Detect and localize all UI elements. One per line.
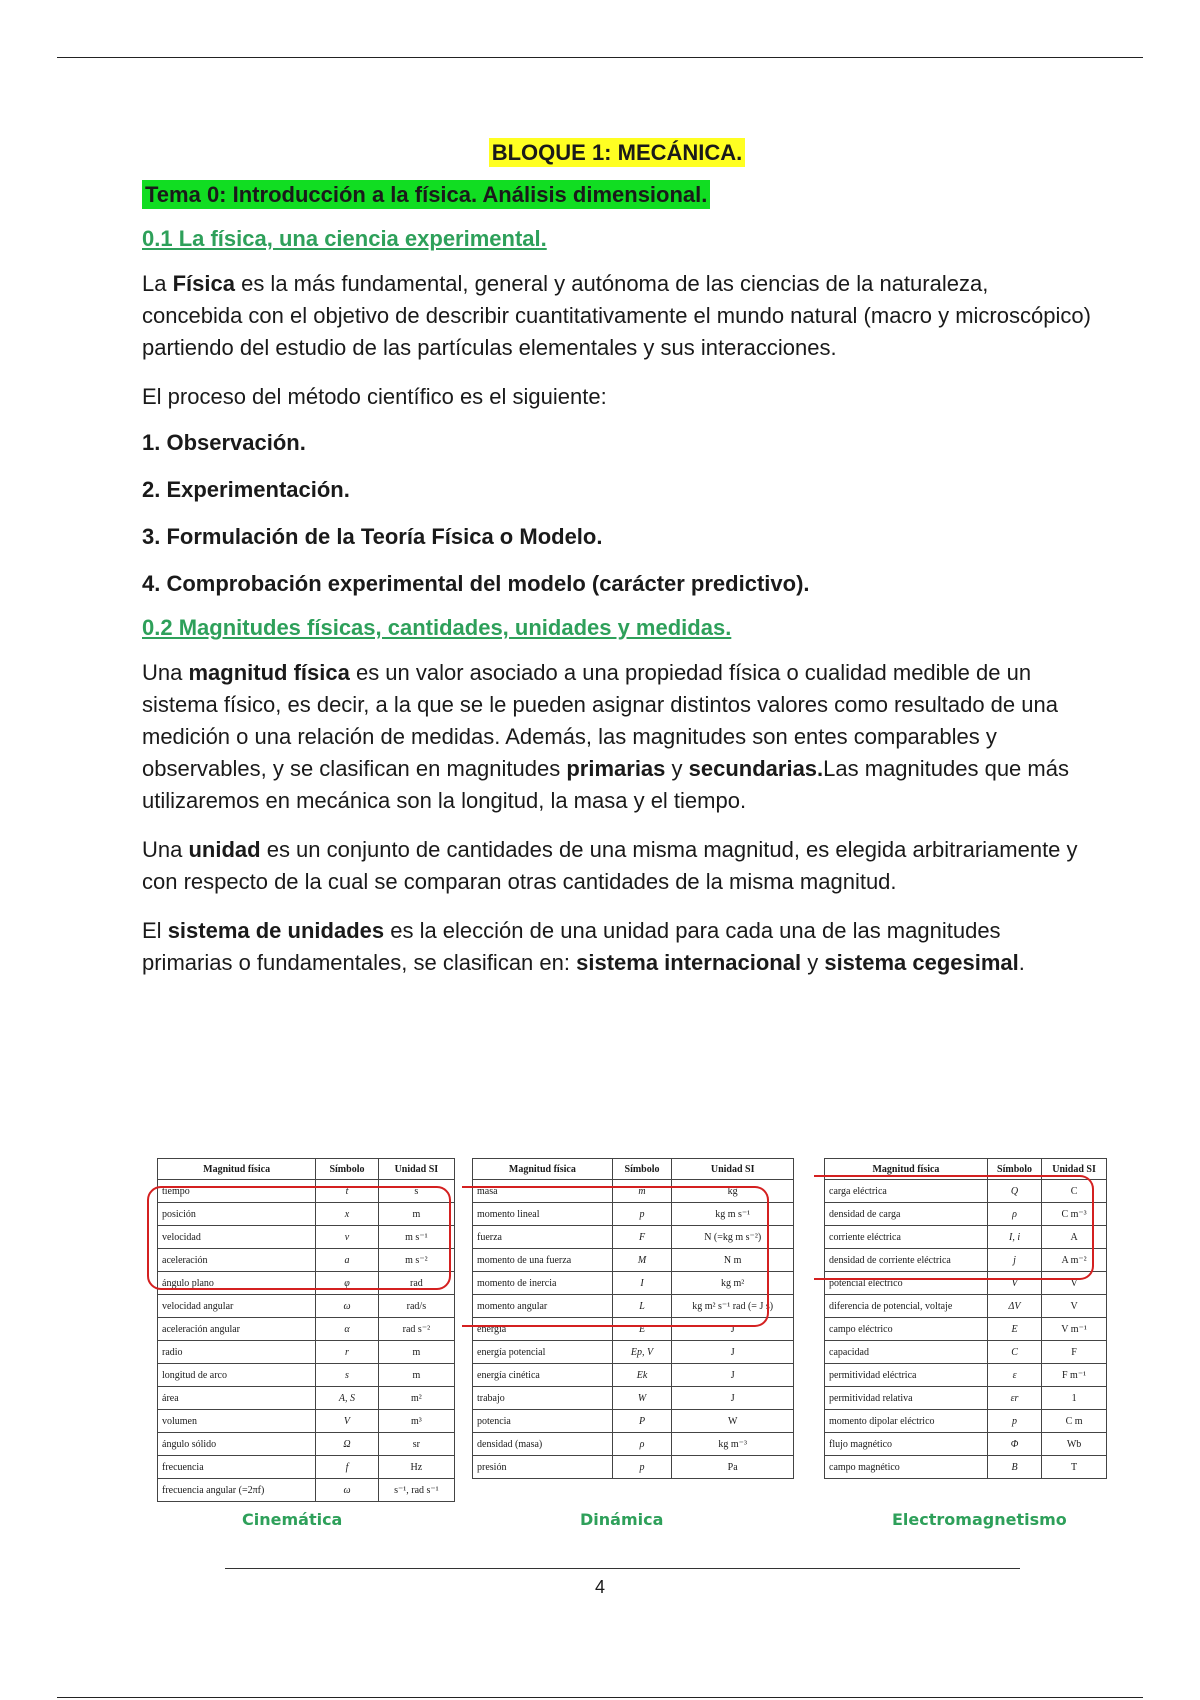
magnitude-cell: volumen (158, 1410, 316, 1433)
table-row (473, 1364, 794, 1387)
unit-cell: m s⁻² (378, 1249, 454, 1272)
magnitude-cell: corriente eléctrica (825, 1226, 988, 1249)
symbol-cell: s (316, 1364, 379, 1387)
tema-title: Tema 0: Introducción a la física. Análisis dimensional. (142, 182, 1092, 208)
symbol-cell: Q (987, 1180, 1041, 1203)
paragraph-unidad: Una unidad es un conjunto de cantidades de una misma magnitud, es elegida arbitrariamente y con respecto de la cual se comparan otras cantidades de la misma magnitud. (142, 837, 1078, 894)
symbol-cell: t (316, 1180, 379, 1203)
unit-cell: sr (378, 1433, 454, 1456)
magnitude-cell: momento dipolar eléctrico (825, 1410, 988, 1433)
symbol-cell: m (612, 1180, 672, 1203)
symbol-cell: W (612, 1387, 672, 1410)
column-header: Símbolo (316, 1159, 379, 1180)
symbol-cell: V (987, 1272, 1041, 1295)
table-row (473, 1387, 794, 1410)
column-header: Símbolo (612, 1159, 672, 1180)
magnitude-cell: capacidad (825, 1341, 988, 1364)
symbol-cell: j (987, 1249, 1041, 1272)
table-header-row (158, 1159, 455, 1180)
unit-cell: m² (378, 1387, 454, 1410)
magnitude-cell: presión (473, 1456, 613, 1479)
unit-cell: V (1042, 1272, 1107, 1295)
footer-rule (225, 1568, 1020, 1569)
unit-cell: Pa (672, 1456, 794, 1479)
unit-cell: A m⁻² (1042, 1249, 1107, 1272)
unit-cell: J (672, 1364, 794, 1387)
magnitude-cell: momento lineal (473, 1203, 613, 1226)
unit-cell: J (672, 1341, 794, 1364)
symbol-cell: α (316, 1318, 379, 1341)
magnitude-cell: trabajo (473, 1387, 613, 1410)
unit-cell: N m (672, 1249, 794, 1272)
unit-cell: W (672, 1410, 794, 1433)
magnitude-cell: densidad de corriente eléctrica (825, 1249, 988, 1272)
symbol-cell: ρ (612, 1433, 672, 1456)
unit-cell: C m (1042, 1410, 1107, 1433)
unit-cell: m (378, 1364, 454, 1387)
table-row (473, 1456, 794, 1479)
table-row (825, 1387, 1107, 1410)
caption-dinamica: Dinámica (580, 1510, 664, 1529)
column-header: Unidad SI (672, 1159, 794, 1180)
section-title-0-2: 0.2 Magnitudes físicas, cantidades, unidades y medidas. (142, 615, 732, 640)
highlight-box-electromagnetismo (814, 1175, 1094, 1280)
magnitude-cell: frecuencia angular (=2πf) (158, 1479, 316, 1502)
table-row (158, 1410, 455, 1433)
unit-cell: m s⁻¹ (378, 1226, 454, 1249)
page-number: 4 (594, 1577, 605, 1597)
unit-cell: kg m s⁻¹ (672, 1203, 794, 1226)
column-header: Unidad SI (1042, 1159, 1107, 1180)
unit-cell: kg m⁻³ (672, 1433, 794, 1456)
symbol-cell: L (612, 1295, 672, 1318)
symbol-cell: εr (987, 1387, 1041, 1410)
symbol-cell: Ek (612, 1364, 672, 1387)
bloque-title: BLOQUE 1: MECÁNICA. (142, 140, 1092, 166)
symbol-cell: p (987, 1410, 1041, 1433)
magnitude-cell: densidad de carga (825, 1203, 988, 1226)
table-row (158, 1364, 455, 1387)
unit-cell: F (1042, 1341, 1107, 1364)
paragraph-fisica: La Física es la más fundamental, general y autónoma de las ciencias de la naturaleza, concebida con el objetivo de describir cuantitativamente el mundo natural (macro y microscópico) partiendo del estudio de las partículas elementales y sus interacciones. (142, 271, 1091, 360)
page-content (142, 140, 1092, 996)
column-header: Magnitud física (473, 1159, 613, 1180)
bottom-rule (57, 1697, 1143, 1698)
table-header-row (473, 1159, 794, 1180)
symbol-cell: ω (316, 1295, 379, 1318)
section-title-0-1: 0.1 La física, una ciencia experimental. (142, 226, 547, 251)
symbol-cell: x (316, 1203, 379, 1226)
symbol-cell: ω (316, 1479, 379, 1502)
magnitude-cell: diferencia de potencial, voltaje (825, 1295, 988, 1318)
magnitude-cell: tiempo (158, 1180, 316, 1203)
symbol-cell: E (987, 1318, 1041, 1341)
unit-cell: T (1042, 1456, 1107, 1479)
symbol-cell: P (612, 1410, 672, 1433)
highlight-box-dinamica (462, 1186, 769, 1327)
magnitude-cell: campo magnético (825, 1456, 988, 1479)
unit-cell: s (378, 1180, 454, 1203)
magnitude-cell: momento angular (473, 1295, 613, 1318)
symbol-cell: ε (987, 1364, 1041, 1387)
magnitude-cell: posición (158, 1203, 316, 1226)
step-2: 2. Experimentación. (142, 477, 350, 502)
top-rule (57, 57, 1143, 58)
magnitude-cell: energía potencial (473, 1341, 613, 1364)
unit-cell: kg m² s⁻¹ rad (= J s) (672, 1295, 794, 1318)
step-3: 3. Formulación de la Teoría Física o Modelo. (142, 524, 603, 549)
magnitude-cell: densidad (masa) (473, 1433, 613, 1456)
unit-cell: 1 (1042, 1387, 1107, 1410)
magnitude-cell: flujo magnético (825, 1433, 988, 1456)
unit-cell: Wb (1042, 1433, 1107, 1456)
paragraph-magnitud: Una magnitud física es un valor asociado a una propiedad física o cualidad medible de un sistema físico, es decir, a la que se le pueden asignar distintos valores como resultado de una medición o una relación de medidas. Además, las magnitudes son entes comparables y observables, y se clasifican en magnitudes primarias y secundarias.Las magnitudes que más utilizaremos en mecánica son la longitud, la masa y el tiempo. (142, 660, 1069, 813)
table-row (158, 1456, 455, 1479)
unit-cell: V (1042, 1295, 1107, 1318)
caption-cinematica: Cinemática (242, 1510, 343, 1529)
unit-cell: F m⁻¹ (1042, 1364, 1107, 1387)
table-row (825, 1456, 1107, 1479)
symbol-cell: r (316, 1341, 379, 1364)
unit-cell: m³ (378, 1410, 454, 1433)
unit-cell: J (672, 1387, 794, 1410)
step-1: 1. Observación. (142, 430, 306, 455)
magnitude-cell: longitud de arco (158, 1364, 316, 1387)
magnitude-cell: velocidad angular (158, 1295, 316, 1318)
magnitude-cell: potencial eléctrico (825, 1272, 988, 1295)
symbol-cell: Ω (316, 1433, 379, 1456)
table-row (158, 1479, 455, 1502)
symbol-cell: p (612, 1456, 672, 1479)
highlight-box-cinematica (147, 1186, 451, 1290)
symbol-cell: M (612, 1249, 672, 1272)
column-header: Magnitud física (825, 1159, 988, 1180)
symbol-cell: a (316, 1249, 379, 1272)
table-row (825, 1318, 1107, 1341)
column-header: Unidad SI (378, 1159, 454, 1180)
paragraph-sistema: El sistema de unidades es la elección de una unidad para cada una de las magnitudes primarias o fundamentales, se clasifican en: sistema internacional y sistema cegesimal. (142, 918, 1025, 975)
unit-cell: rad s⁻² (378, 1318, 454, 1341)
symbol-cell: A, S (316, 1387, 379, 1410)
magnitude-cell: momento de inercia (473, 1272, 613, 1295)
units-tables (142, 1158, 1107, 1538)
unit-cell: V m⁻¹ (1042, 1318, 1107, 1341)
table-row (158, 1433, 455, 1456)
symbol-cell: F (612, 1226, 672, 1249)
unit-cell: s⁻¹, rad s⁻¹ (378, 1479, 454, 1502)
symbol-cell: Ep, V (612, 1341, 672, 1364)
magnitude-cell: ángulo sólido (158, 1433, 316, 1456)
table-row (158, 1318, 455, 1341)
table-row (473, 1433, 794, 1456)
symbol-cell: I (612, 1272, 672, 1295)
magnitude-cell: frecuencia (158, 1456, 316, 1479)
table-row (825, 1295, 1107, 1318)
unit-cell: rad (378, 1272, 454, 1295)
unit-cell: m (378, 1341, 454, 1364)
table-row (158, 1341, 455, 1364)
magnitude-cell: energía (473, 1318, 613, 1341)
table-row (825, 1433, 1107, 1456)
symbol-cell: V (316, 1410, 379, 1433)
symbol-cell: ΔV (987, 1295, 1041, 1318)
symbol-cell: v (316, 1226, 379, 1249)
symbol-cell: φ (316, 1272, 379, 1295)
magnitude-cell: ángulo plano (158, 1272, 316, 1295)
magnitude-cell: permitividad relativa (825, 1387, 988, 1410)
table-row (825, 1410, 1107, 1433)
unit-cell: m (378, 1203, 454, 1226)
magnitude-cell: radio (158, 1341, 316, 1364)
symbol-cell: p (612, 1203, 672, 1226)
symbol-cell: I, i (987, 1226, 1041, 1249)
magnitude-cell: aceleración (158, 1249, 316, 1272)
column-header: Símbolo (987, 1159, 1041, 1180)
magnitude-cell: potencia (473, 1410, 613, 1433)
unit-cell: C (1042, 1180, 1107, 1203)
magnitude-cell: velocidad (158, 1226, 316, 1249)
unit-cell: C m⁻³ (1042, 1203, 1107, 1226)
magnitude-cell: campo eléctrico (825, 1318, 988, 1341)
unit-cell: J (672, 1318, 794, 1341)
magnitude-cell: carga eléctrica (825, 1180, 988, 1203)
symbol-cell: f (316, 1456, 379, 1479)
magnitude-cell: momento de una fuerza (473, 1249, 613, 1272)
magnitude-cell: aceleración angular (158, 1318, 316, 1341)
table-row (825, 1341, 1107, 1364)
symbol-cell: ρ (987, 1203, 1041, 1226)
unit-cell: Hz (378, 1456, 454, 1479)
table-row (158, 1387, 455, 1410)
magnitude-cell: masa (473, 1180, 613, 1203)
symbol-cell: Φ (987, 1433, 1041, 1456)
symbol-cell: B (987, 1456, 1041, 1479)
unit-cell: N (=kg m s⁻²) (672, 1226, 794, 1249)
table-row (158, 1295, 455, 1318)
table-row (473, 1341, 794, 1364)
unit-cell: rad/s (378, 1295, 454, 1318)
magnitude-cell: energía cinética (473, 1364, 613, 1387)
magnitude-cell: permitividad eléctrica (825, 1364, 988, 1387)
step-4: 4. Comprobación experimental del modelo (carácter predictivo). (142, 571, 810, 596)
caption-electromagnetismo: Electromagnetismo (892, 1510, 1067, 1529)
magnitude-cell: fuerza (473, 1226, 613, 1249)
paragraph-metodo: El proceso del método científico es el siguiente: (142, 384, 607, 409)
unit-cell: kg m² (672, 1272, 794, 1295)
symbol-cell: E (612, 1318, 672, 1341)
table-row (473, 1410, 794, 1433)
table-row (825, 1364, 1107, 1387)
column-header: Magnitud física (158, 1159, 316, 1180)
unit-cell: kg (672, 1180, 794, 1203)
magnitude-cell: área (158, 1387, 316, 1410)
unit-cell: A (1042, 1226, 1107, 1249)
symbol-cell: C (987, 1341, 1041, 1364)
